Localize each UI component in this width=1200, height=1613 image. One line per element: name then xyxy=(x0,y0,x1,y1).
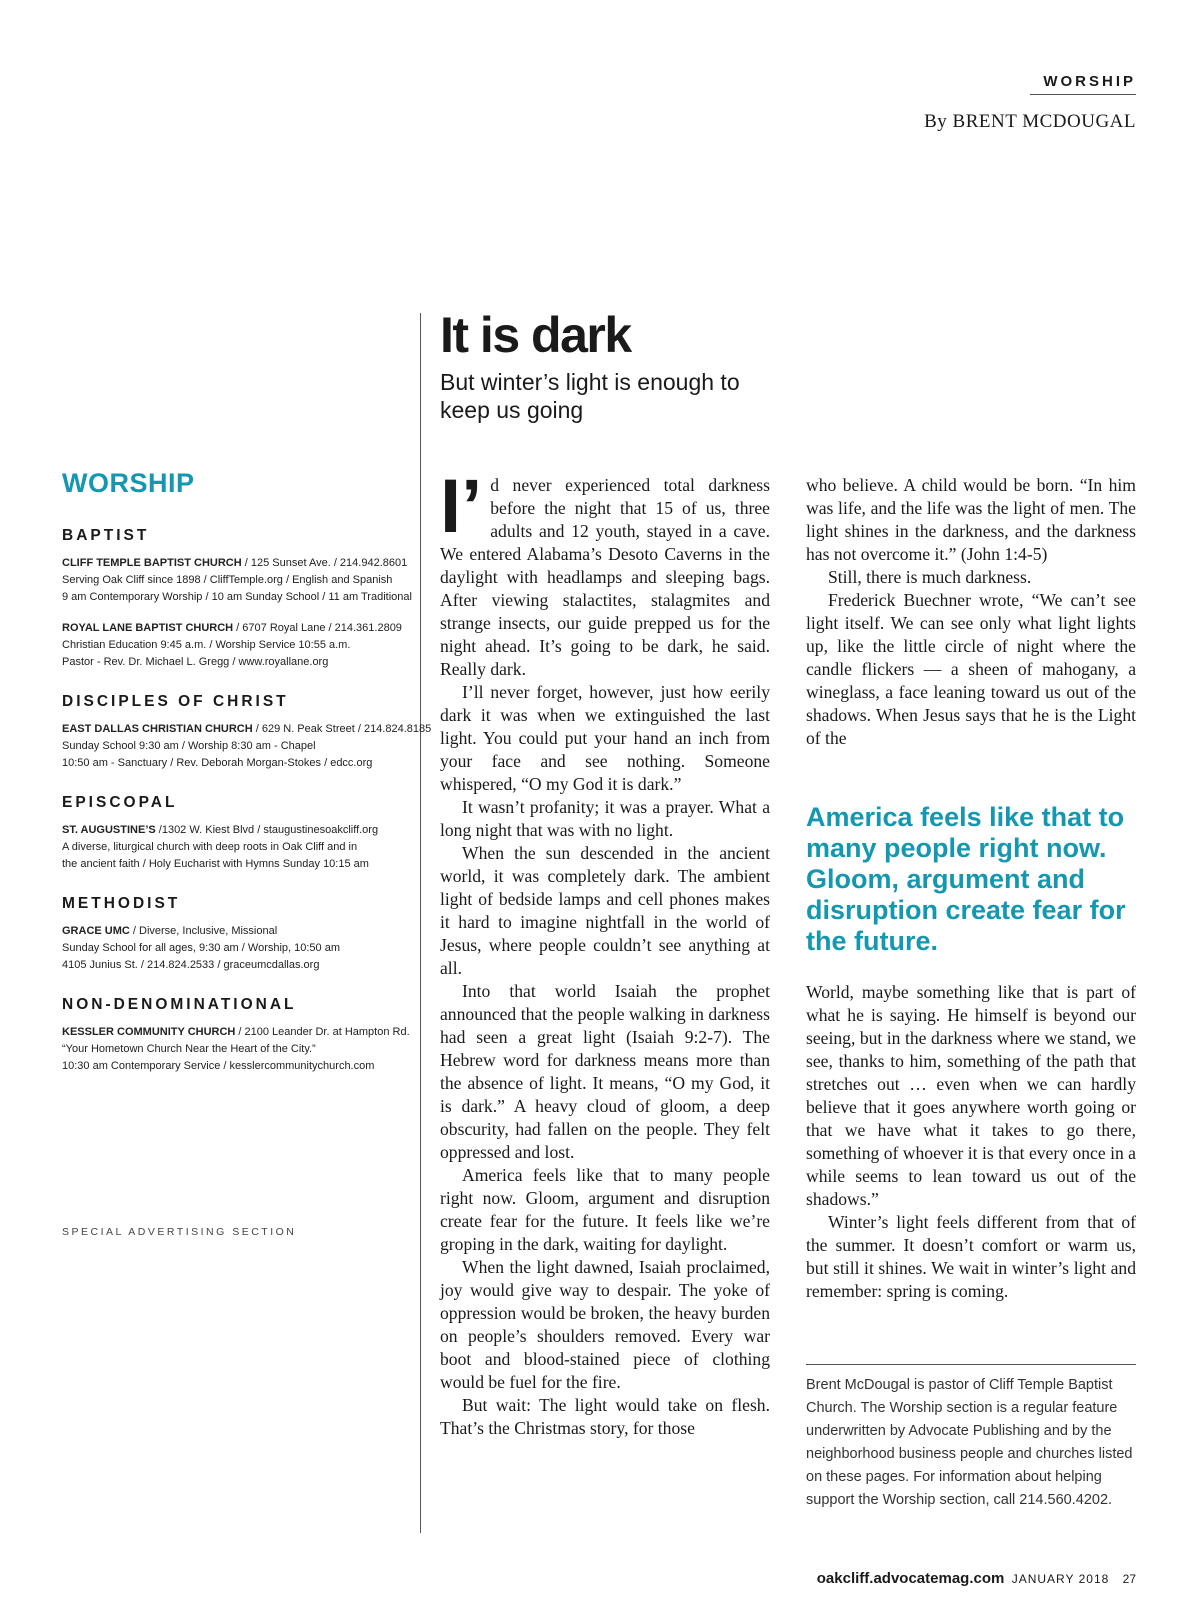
listing-detail-line: Sunday School for all ages, 9:30 am / Worship, 10:50 am xyxy=(62,942,341,954)
church-address: / 2100 Leander Dr. at Hampton Rd. xyxy=(235,1026,410,1038)
church-name: GRACE UMC xyxy=(62,925,130,937)
church-name: EAST DALLAS CHRISTIAN CHURCH xyxy=(62,723,253,735)
listing-first-line xyxy=(62,923,402,940)
listing-first-line xyxy=(62,822,402,839)
headline: It is dark xyxy=(440,307,631,363)
listing-detail-line: A diverse, liturgical church with deep roots in Oak Cliff and in xyxy=(62,841,358,853)
listing-detail-line: 10:30 am Contemporary Service / kesslercommunitychurch.com xyxy=(62,1060,375,1072)
author-bio: Brent McDougal is pastor of Cliff Temple Baptist Church. The Worship section is a regular feature underwritten by Advocate Publishing and by the neighborhood business people and churches listed on these pages. For information about helping support the Worship section, call 214.560.4202. xyxy=(806,1377,1133,1508)
listing-first-line xyxy=(62,1024,410,1041)
paragraph: I’ll never forget, however, just how eerily dark it was when we extinguished the last light. You could put your hand an inch from your face and see nothing. Someone whispered, “O my God it is dark.” xyxy=(440,682,770,794)
denomination-section xyxy=(62,794,402,873)
denomination-name: DISCIPLES OF CHRIST xyxy=(62,693,289,710)
denomination-name: BAPTIST xyxy=(62,527,150,544)
listing-detail-line: Sunday School 9:30 am / Worship 8:30 am - Chapel xyxy=(62,740,316,752)
listing-detail-line: Serving Oak Cliff since 1898 / CliffTemple.org / English and Spanish xyxy=(62,574,393,586)
bio-rule xyxy=(806,1364,1136,1365)
vertical-rule xyxy=(420,313,421,1533)
article-column-1 xyxy=(440,464,770,1440)
listing-first-line xyxy=(62,555,408,572)
listing-detail-line: “Your Hometown Church Near the Heart of the City.” xyxy=(62,1043,316,1055)
church-address: /1302 W. Kiest Blvd / staugustinesoakcliff.org xyxy=(155,824,379,836)
church-listing xyxy=(62,923,402,974)
listing-first-line xyxy=(62,620,402,637)
church-name: KESSLER COMMUNITY CHURCH xyxy=(62,1026,236,1038)
church-listing xyxy=(62,620,402,671)
denomination-name: EPISCOPAL xyxy=(62,794,178,811)
section-tag: WORSHIP xyxy=(1030,73,1136,95)
listing-detail-line: Christian Education 9:45 a.m. / Worship Service 10:55 a.m. xyxy=(62,639,351,651)
denomination-section xyxy=(62,895,402,974)
paragraph: Into that world Isaiah the prophet announced that the people walking in darkness had seen a great light (Isaiah 9:2-7). The Hebrew word for darkness means more than the absence of light. It means, “O my God, it is dark.” A heavy cloud of gloom, a deep obscurity, had fallen on the people. They felt oppressed and lost. xyxy=(440,981,770,1162)
denomination-section xyxy=(62,527,412,671)
paragraph: But wait: The light would take on flesh. That’s the Christmas story, for those xyxy=(440,1395,770,1438)
church-listing xyxy=(62,721,432,772)
paragraph: When the sun descended in the ancient world, it was completely dark. The ambient light of bedside lamps and cell phones makes it hard to imagine nightfall in the world of Jesus, where people couldn’t see anything at all. xyxy=(440,843,770,978)
listing-detail-line: 9 am Contemporary Worship / 10 am Sunday School / 11 am Traditional xyxy=(62,591,412,603)
listing-detail-line: the ancient faith / Holy Eucharist with Hymns Sunday 10:15 am xyxy=(62,858,369,870)
drop-cap: I’ xyxy=(440,464,483,549)
church-listing xyxy=(62,555,412,606)
byline: By BRENT MCDOUGAL xyxy=(924,111,1136,132)
deck: But winter’s light is enough to keep us going xyxy=(440,369,740,423)
listing-first-line xyxy=(62,721,432,738)
paragraph: d never experienced total darkness before the night that 15 of us, three adults and 12 youth, stayed in a cave. We entered Alabama’s Desoto Caverns in the daylight with headlamps and sleeping bags. After viewing stalactites, stalagmites and strange insects, our guide prepped us for the night ahead. It’s going to be dark, he said. Really dark. xyxy=(440,475,770,679)
paragraph: World, maybe something like that is part of what he is saying. He himself is beyond our seeing, but in the darkness where we stand, we see, thanks to him, something of the path that stretches out … even when we can hardly believe that it goes anywhere worth going or that we have what it takes to go there, something of whoever it is that every once in a while seems to lean toward us out of the shadows.” xyxy=(806,982,1136,1209)
footer-site[interactable]: oakcliff.advocatemag.com xyxy=(816,1570,1005,1587)
denomination-section xyxy=(62,693,432,772)
column-1-text xyxy=(440,464,770,1440)
church-listing xyxy=(62,1024,410,1075)
page-footer xyxy=(817,1570,1136,1587)
denomination-section xyxy=(62,996,410,1075)
listing-detail-line: 10:50 am - Sanctuary / Rev. Deborah Morgan-Stokes / edcc.org xyxy=(62,757,373,769)
article-column-2-top xyxy=(806,474,1136,750)
directory-title: WORSHIP xyxy=(62,468,195,498)
paragraph: Frederick Buechner wrote, “We can’t see light itself. We can see only what light lights up, like the little circle of night where the candle flickers — a sheen of mahogany, a wineglass, a face leaning toward us out of the shadows. When Jesus says that he is the Light of the xyxy=(806,590,1136,748)
denomination-name: METHODIST xyxy=(62,895,181,912)
paragraph: America feels like that to many people right now. Gloom, argument and disruption create fear for the future. It feels like we’re groping in the dark, waiting for daylight. xyxy=(440,1165,770,1254)
church-address: / Diverse, Inclusive, Missional xyxy=(129,925,278,937)
footer-date: JANUARY 2018 xyxy=(1011,1572,1110,1586)
paragraph: who believe. A child would be born. “In him was life, and the life was the light of men. The light shines in the darkness, and the darkness has not overcome it.” (John 1:4-5) xyxy=(806,475,1136,564)
church-name: CLIFF TEMPLE BAPTIST CHURCH xyxy=(62,557,242,569)
paragraph: Still, there is much darkness. xyxy=(828,567,1032,587)
pull-quote: America feels like that to many people right now. Gloom, argument and disruption create fear for the future. xyxy=(806,802,1126,956)
denomination-name: NON-DENOMINATIONAL xyxy=(62,996,297,1013)
page-number: 27 xyxy=(1122,1572,1136,1586)
paragraph: Winter’s light feels different from that of the summer. It doesn’t comfort or warm us, but still it shines. We wait in winter’s light and remember: spring is coming. xyxy=(806,1212,1136,1301)
church-name: ROYAL LANE BAPTIST CHURCH xyxy=(62,622,234,634)
denomination-list xyxy=(62,527,432,1075)
church-address: / 6707 Royal Lane / 214.361.2809 xyxy=(233,622,402,634)
paragraph: It wasn’t profanity; it was a prayer. What a long night that was with no light. xyxy=(440,797,770,840)
listing-detail-line: Pastor - Rev. Dr. Michael L. Gregg / www.royallane.org xyxy=(62,656,329,668)
church-name: ST. AUGUSTINE’S xyxy=(62,824,156,836)
special-advertising-label: SPECIAL ADVERTISING SECTION xyxy=(62,1226,297,1238)
worship-directory xyxy=(62,468,432,1097)
article-column-2-bottom xyxy=(806,981,1136,1303)
church-listing xyxy=(62,822,402,873)
listing-detail-line: 4105 Junius St. / 214.824.2533 / graceumcdallas.org xyxy=(62,959,320,971)
church-address: / 125 Sunset Ave. / 214.942.8601 xyxy=(241,557,408,569)
church-address: / 629 N. Peak Street / 214.824.8185 xyxy=(252,723,432,735)
paragraph: When the light dawned, Isaiah proclaimed, joy would give way to despair. The yoke of oppression would be broken, the heavy burden on people’s shoulders removed. Every war boot and blood-stained piece of clothing would be fuel for the fire. xyxy=(440,1257,770,1392)
